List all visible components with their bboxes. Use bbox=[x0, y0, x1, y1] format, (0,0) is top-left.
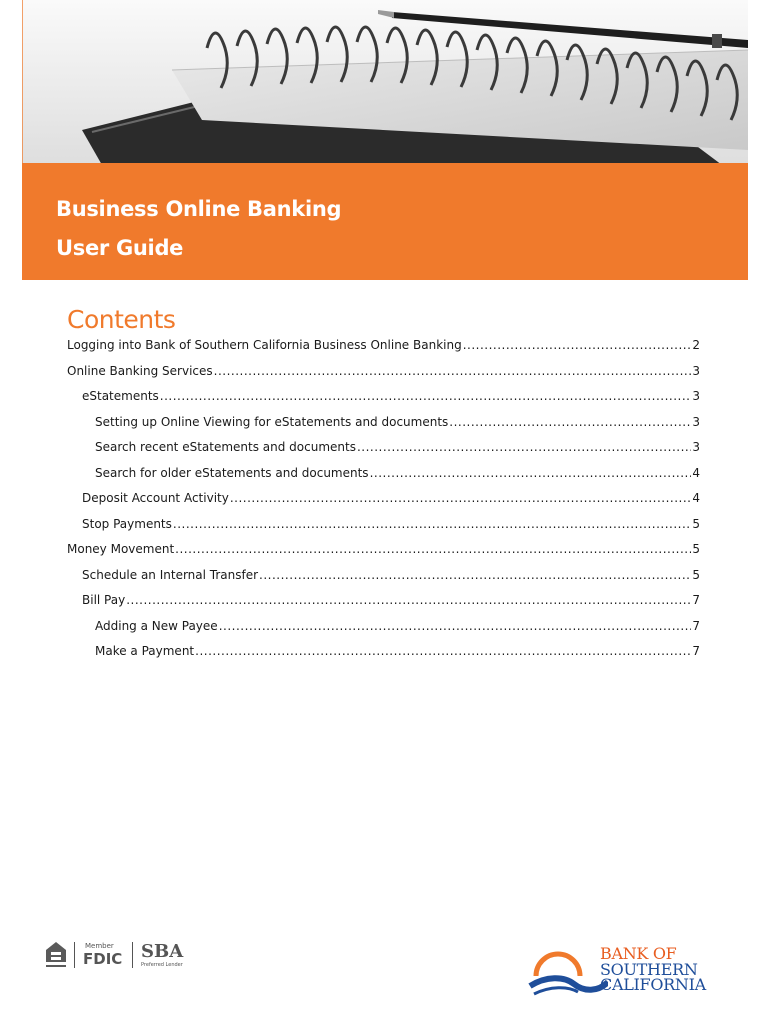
equal-housing-lender-icon bbox=[44, 940, 68, 970]
toc-entry-page: 2 bbox=[692, 338, 700, 352]
logo-divider bbox=[132, 942, 133, 968]
left-accent-rule bbox=[22, 0, 23, 280]
toc-leader bbox=[449, 415, 691, 429]
toc-entry-page: 4 bbox=[692, 466, 700, 480]
bank-name-line: BANK OF bbox=[600, 944, 677, 963]
toc-entry-page: 7 bbox=[692, 644, 700, 658]
bank-name bbox=[600, 946, 706, 993]
sunrise-wave-icon bbox=[528, 946, 608, 998]
svg-text:SBA: SBA bbox=[141, 941, 184, 962]
document-title: Business Online Banking bbox=[56, 197, 342, 221]
toc-leader bbox=[126, 593, 691, 607]
toc-entry-label: Adding a New Payee bbox=[95, 619, 218, 633]
toc-entry-label: Search recent eStatements and documents bbox=[95, 440, 356, 454]
toc-leader bbox=[160, 389, 692, 403]
toc-entry[interactable] bbox=[95, 466, 700, 486]
toc-entry-page: 5 bbox=[692, 517, 700, 531]
cover-hero bbox=[22, 0, 748, 280]
contents-heading: Contents bbox=[67, 305, 176, 334]
toc-leader bbox=[214, 364, 692, 378]
toc-entry-label: Logging into Bank of Southern California Business Online Banking bbox=[67, 338, 462, 352]
toc-entry-page: 3 bbox=[692, 364, 700, 378]
toc-entry-page: 3 bbox=[692, 415, 700, 429]
toc-entry-page: 4 bbox=[692, 491, 700, 505]
toc-entry-label: Bill Pay bbox=[82, 593, 126, 607]
toc-entry-label: Online Banking Services bbox=[67, 364, 213, 378]
toc-entry-label: Stop Payments bbox=[82, 517, 172, 531]
title-band bbox=[22, 163, 748, 280]
toc-entry-page: 3 bbox=[692, 440, 700, 454]
svg-text:FDIC: FDIC bbox=[83, 950, 123, 968]
svg-text:Preferred Lender: Preferred Lender bbox=[141, 962, 183, 968]
member-fdic-icon bbox=[83, 940, 125, 968]
toc-entry[interactable] bbox=[82, 568, 700, 588]
toc-entry-label: Schedule an Internal Transfer bbox=[82, 568, 259, 582]
toc-entry[interactable] bbox=[82, 491, 700, 511]
toc-leader bbox=[357, 440, 691, 454]
toc-entry-page: 5 bbox=[692, 568, 700, 582]
bank-name-line: CALIFORNIA bbox=[600, 975, 706, 994]
bank-of-southern-california-logo bbox=[528, 946, 728, 998]
footer-compliance-logos bbox=[44, 940, 204, 974]
toc-entry-page: 7 bbox=[692, 619, 700, 633]
toc-entry-label: Search for older eStatements and documents bbox=[95, 466, 369, 480]
toc-entry-page: 7 bbox=[692, 593, 700, 607]
toc-entry[interactable] bbox=[67, 364, 700, 384]
toc-entry[interactable] bbox=[95, 619, 700, 639]
svg-text:Member: Member bbox=[85, 942, 114, 950]
toc-leader bbox=[175, 542, 691, 556]
toc-entry[interactable] bbox=[82, 389, 700, 409]
toc-entry[interactable] bbox=[82, 593, 700, 613]
toc-entry-page: 3 bbox=[692, 389, 700, 403]
toc-entry[interactable] bbox=[95, 440, 700, 460]
toc-entry-label: eStatements bbox=[82, 389, 159, 403]
notebook-photo bbox=[22, 0, 748, 165]
toc-entry-label: Money Movement bbox=[67, 542, 175, 556]
document-subtitle: User Guide bbox=[56, 236, 184, 260]
toc-entry[interactable] bbox=[95, 644, 700, 664]
toc-leader bbox=[370, 466, 692, 480]
toc-leader bbox=[259, 568, 691, 582]
toc-entry[interactable] bbox=[67, 542, 700, 562]
toc-entry-label: Make a Payment bbox=[95, 644, 195, 658]
toc-leader bbox=[219, 619, 692, 633]
toc-entry-label: Setting up Online Viewing for eStatements and documents bbox=[95, 415, 449, 429]
toc-leader bbox=[195, 644, 691, 658]
sba-icon bbox=[141, 940, 191, 968]
toc-entry[interactable] bbox=[95, 415, 700, 435]
toc-entry[interactable] bbox=[67, 338, 700, 358]
toc-leader bbox=[230, 491, 692, 505]
bank-name-line: SOUTHERN bbox=[600, 959, 698, 979]
toc-entry[interactable] bbox=[82, 517, 700, 537]
toc-leader bbox=[463, 338, 692, 352]
toc-leader bbox=[173, 517, 691, 531]
toc-entry-page: 5 bbox=[692, 542, 700, 556]
logo-divider bbox=[74, 942, 75, 968]
toc-entry-label: Deposit Account Activity bbox=[82, 491, 229, 505]
